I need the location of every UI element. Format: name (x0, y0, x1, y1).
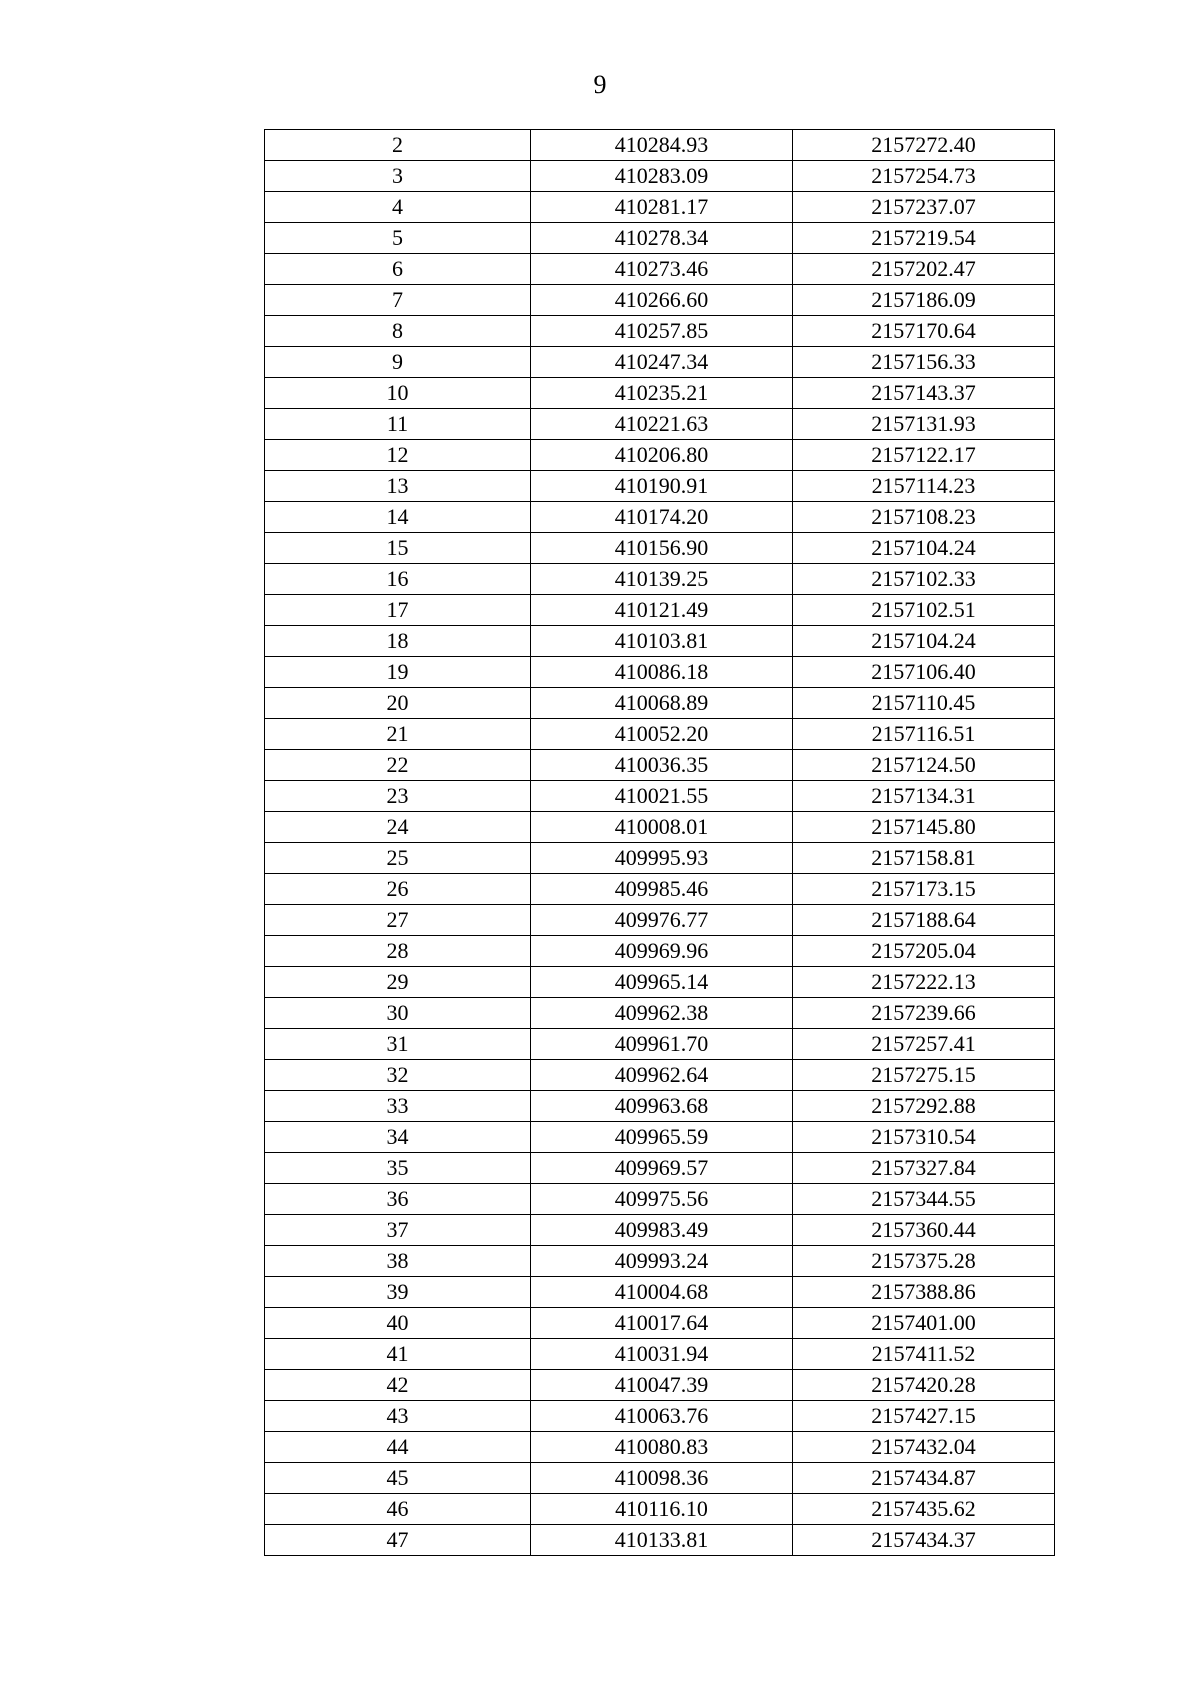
x-coordinate-cell: 410086.18 (531, 657, 793, 688)
y-coordinate-cell: 2157114.23 (793, 471, 1055, 502)
x-coordinate-cell: 410156.90 (531, 533, 793, 564)
table-row (265, 688, 1055, 719)
point-number-cell: 36 (265, 1184, 531, 1215)
x-coordinate-cell: 409962.38 (531, 998, 793, 1029)
table-row (265, 1215, 1055, 1246)
table-row (265, 347, 1055, 378)
x-coordinate-cell: 410008.01 (531, 812, 793, 843)
table-row (265, 1184, 1055, 1215)
y-coordinate-cell: 2157375.28 (793, 1246, 1055, 1277)
x-coordinate-cell: 410031.94 (531, 1339, 793, 1370)
x-coordinate-cell: 410047.39 (531, 1370, 793, 1401)
point-number-cell: 46 (265, 1494, 531, 1525)
point-number-cell: 44 (265, 1432, 531, 1463)
point-number-cell: 28 (265, 936, 531, 967)
y-coordinate-cell: 2157186.09 (793, 285, 1055, 316)
y-coordinate-cell: 2157292.88 (793, 1091, 1055, 1122)
table-row (265, 161, 1055, 192)
point-number-cell: 32 (265, 1060, 531, 1091)
x-coordinate-cell: 410004.68 (531, 1277, 793, 1308)
x-coordinate-cell: 410257.85 (531, 316, 793, 347)
x-coordinate-cell: 409983.49 (531, 1215, 793, 1246)
table-row (265, 936, 1055, 967)
x-coordinate-cell: 410116.10 (531, 1494, 793, 1525)
y-coordinate-cell: 2157411.52 (793, 1339, 1055, 1370)
y-coordinate-cell: 2157156.33 (793, 347, 1055, 378)
y-coordinate-cell: 2157275.15 (793, 1060, 1055, 1091)
point-number-cell: 2 (265, 130, 531, 161)
table-row (265, 657, 1055, 688)
x-coordinate-cell: 410235.21 (531, 378, 793, 409)
point-number-cell: 13 (265, 471, 531, 502)
point-number-cell: 25 (265, 843, 531, 874)
x-coordinate-cell: 409985.46 (531, 874, 793, 905)
x-coordinate-cell: 409975.56 (531, 1184, 793, 1215)
y-coordinate-cell: 2157202.47 (793, 254, 1055, 285)
x-coordinate-cell: 410190.91 (531, 471, 793, 502)
point-number-cell: 42 (265, 1370, 531, 1401)
table-row (265, 130, 1055, 161)
x-coordinate-cell: 409965.14 (531, 967, 793, 998)
y-coordinate-cell: 2157344.55 (793, 1184, 1055, 1215)
y-coordinate-cell: 2157254.73 (793, 161, 1055, 192)
y-coordinate-cell: 2157401.00 (793, 1308, 1055, 1339)
x-coordinate-cell: 409976.77 (531, 905, 793, 936)
y-coordinate-cell: 2157170.64 (793, 316, 1055, 347)
table-row (265, 1122, 1055, 1153)
y-coordinate-cell: 2157205.04 (793, 936, 1055, 967)
y-coordinate-cell: 2157420.28 (793, 1370, 1055, 1401)
y-coordinate-cell: 2157388.86 (793, 1277, 1055, 1308)
point-number-cell: 3 (265, 161, 531, 192)
table-row (265, 1494, 1055, 1525)
point-number-cell: 24 (265, 812, 531, 843)
y-coordinate-cell: 2157131.93 (793, 409, 1055, 440)
table-row (265, 1277, 1055, 1308)
table-row (265, 1339, 1055, 1370)
point-number-cell: 43 (265, 1401, 531, 1432)
y-coordinate-cell: 2157134.31 (793, 781, 1055, 812)
table-row (265, 1463, 1055, 1494)
table-row (265, 874, 1055, 905)
table-row (265, 843, 1055, 874)
y-coordinate-cell: 2157102.33 (793, 564, 1055, 595)
x-coordinate-cell: 410052.20 (531, 719, 793, 750)
table-row (265, 409, 1055, 440)
table-row (265, 440, 1055, 471)
table-row (265, 781, 1055, 812)
table-row (265, 1246, 1055, 1277)
point-number-cell: 10 (265, 378, 531, 409)
y-coordinate-cell: 2157106.40 (793, 657, 1055, 688)
y-coordinate-cell: 2157257.41 (793, 1029, 1055, 1060)
point-number-cell: 29 (265, 967, 531, 998)
y-coordinate-cell: 2157108.23 (793, 502, 1055, 533)
x-coordinate-cell: 410247.34 (531, 347, 793, 378)
point-number-cell: 30 (265, 998, 531, 1029)
x-coordinate-cell: 410284.93 (531, 130, 793, 161)
point-number-cell: 16 (265, 564, 531, 595)
x-coordinate-cell: 410121.49 (531, 595, 793, 626)
x-coordinate-cell: 410221.63 (531, 409, 793, 440)
x-coordinate-cell: 410103.81 (531, 626, 793, 657)
point-number-cell: 19 (265, 657, 531, 688)
x-coordinate-cell: 409993.24 (531, 1246, 793, 1277)
y-coordinate-cell: 2157219.54 (793, 223, 1055, 254)
y-coordinate-cell: 2157435.62 (793, 1494, 1055, 1525)
page-number: 9 (593, 70, 607, 99)
y-coordinate-cell: 2157427.15 (793, 1401, 1055, 1432)
y-coordinate-cell: 2157102.51 (793, 595, 1055, 626)
table-row (265, 285, 1055, 316)
table-row (265, 1091, 1055, 1122)
point-number-cell: 5 (265, 223, 531, 254)
y-coordinate-cell: 2157188.64 (793, 905, 1055, 936)
y-coordinate-cell: 2157104.24 (793, 533, 1055, 564)
x-coordinate-cell: 410017.64 (531, 1308, 793, 1339)
table-row (265, 223, 1055, 254)
x-coordinate-cell: 410174.20 (531, 502, 793, 533)
point-number-cell: 41 (265, 1339, 531, 1370)
x-coordinate-cell: 410273.46 (531, 254, 793, 285)
x-coordinate-cell: 410266.60 (531, 285, 793, 316)
table-row (265, 750, 1055, 781)
point-number-cell: 33 (265, 1091, 531, 1122)
y-coordinate-cell: 2157434.37 (793, 1525, 1055, 1556)
y-coordinate-cell: 2157272.40 (793, 130, 1055, 161)
table-row (265, 471, 1055, 502)
table-row (265, 254, 1055, 285)
table-row (265, 1525, 1055, 1556)
point-number-cell: 35 (265, 1153, 531, 1184)
y-coordinate-cell: 2157237.07 (793, 192, 1055, 223)
x-coordinate-cell: 410278.34 (531, 223, 793, 254)
table-row (265, 502, 1055, 533)
point-number-cell: 8 (265, 316, 531, 347)
point-number-cell: 12 (265, 440, 531, 471)
x-coordinate-cell: 410133.81 (531, 1525, 793, 1556)
table-row (265, 998, 1055, 1029)
y-coordinate-cell: 2157434.87 (793, 1463, 1055, 1494)
point-number-cell: 31 (265, 1029, 531, 1060)
point-number-cell: 21 (265, 719, 531, 750)
point-number-cell: 20 (265, 688, 531, 719)
y-coordinate-cell: 2157360.44 (793, 1215, 1055, 1246)
point-number-cell: 7 (265, 285, 531, 316)
point-number-cell: 14 (265, 502, 531, 533)
x-coordinate-cell: 409962.64 (531, 1060, 793, 1091)
x-coordinate-cell: 410281.17 (531, 192, 793, 223)
x-coordinate-cell: 410021.55 (531, 781, 793, 812)
x-coordinate-cell: 410036.35 (531, 750, 793, 781)
table-row (265, 316, 1055, 347)
x-coordinate-cell: 409969.57 (531, 1153, 793, 1184)
y-coordinate-cell: 2157158.81 (793, 843, 1055, 874)
y-coordinate-cell: 2157116.51 (793, 719, 1055, 750)
point-number-cell: 39 (265, 1277, 531, 1308)
x-coordinate-cell: 410063.76 (531, 1401, 793, 1432)
point-number-cell: 18 (265, 626, 531, 657)
table-row (265, 1153, 1055, 1184)
table-row (265, 192, 1055, 223)
point-number-cell: 38 (265, 1246, 531, 1277)
y-coordinate-cell: 2157122.17 (793, 440, 1055, 471)
point-number-cell: 22 (265, 750, 531, 781)
x-coordinate-cell: 409963.68 (531, 1091, 793, 1122)
point-number-cell: 15 (265, 533, 531, 564)
x-coordinate-cell: 409965.59 (531, 1122, 793, 1153)
point-number-cell: 47 (265, 1525, 531, 1556)
table-row (265, 378, 1055, 409)
y-coordinate-cell: 2157124.50 (793, 750, 1055, 781)
x-coordinate-cell: 410098.36 (531, 1463, 793, 1494)
table-row (265, 1370, 1055, 1401)
table-row (265, 626, 1055, 657)
x-coordinate-cell: 410206.80 (531, 440, 793, 471)
table-row (265, 719, 1055, 750)
x-coordinate-cell: 409969.96 (531, 936, 793, 967)
point-number-cell: 11 (265, 409, 531, 440)
table-row (265, 533, 1055, 564)
y-coordinate-cell: 2157143.37 (793, 378, 1055, 409)
table-row (265, 1432, 1055, 1463)
point-number-cell: 9 (265, 347, 531, 378)
x-coordinate-cell: 409961.70 (531, 1029, 793, 1060)
point-number-cell: 23 (265, 781, 531, 812)
table-row (265, 1401, 1055, 1432)
point-number-cell: 27 (265, 905, 531, 936)
point-number-cell: 17 (265, 595, 531, 626)
y-coordinate-cell: 2157310.54 (793, 1122, 1055, 1153)
coordinates-table (264, 129, 1055, 1556)
x-coordinate-cell: 410080.83 (531, 1432, 793, 1463)
y-coordinate-cell: 2157222.13 (793, 967, 1055, 998)
x-coordinate-cell: 410068.89 (531, 688, 793, 719)
point-number-cell: 40 (265, 1308, 531, 1339)
table-row (265, 595, 1055, 626)
coordinates-table-body (265, 130, 1055, 1556)
point-number-cell: 4 (265, 192, 531, 223)
point-number-cell: 26 (265, 874, 531, 905)
y-coordinate-cell: 2157104.24 (793, 626, 1055, 657)
table-row (265, 1029, 1055, 1060)
y-coordinate-cell: 2157110.45 (793, 688, 1055, 719)
y-coordinate-cell: 2157145.80 (793, 812, 1055, 843)
table-row (265, 1060, 1055, 1091)
table-row (265, 812, 1055, 843)
x-coordinate-cell: 409995.93 (531, 843, 793, 874)
table-row (265, 905, 1055, 936)
point-number-cell: 34 (265, 1122, 531, 1153)
y-coordinate-cell: 2157239.66 (793, 998, 1055, 1029)
point-number-cell: 6 (265, 254, 531, 285)
table-row (265, 1308, 1055, 1339)
y-coordinate-cell: 2157432.04 (793, 1432, 1055, 1463)
x-coordinate-cell: 410139.25 (531, 564, 793, 595)
point-number-cell: 37 (265, 1215, 531, 1246)
x-coordinate-cell: 410283.09 (531, 161, 793, 192)
table-row (265, 564, 1055, 595)
y-coordinate-cell: 2157173.15 (793, 874, 1055, 905)
point-number-cell: 45 (265, 1463, 531, 1494)
y-coordinate-cell: 2157327.84 (793, 1153, 1055, 1184)
table-row (265, 967, 1055, 998)
